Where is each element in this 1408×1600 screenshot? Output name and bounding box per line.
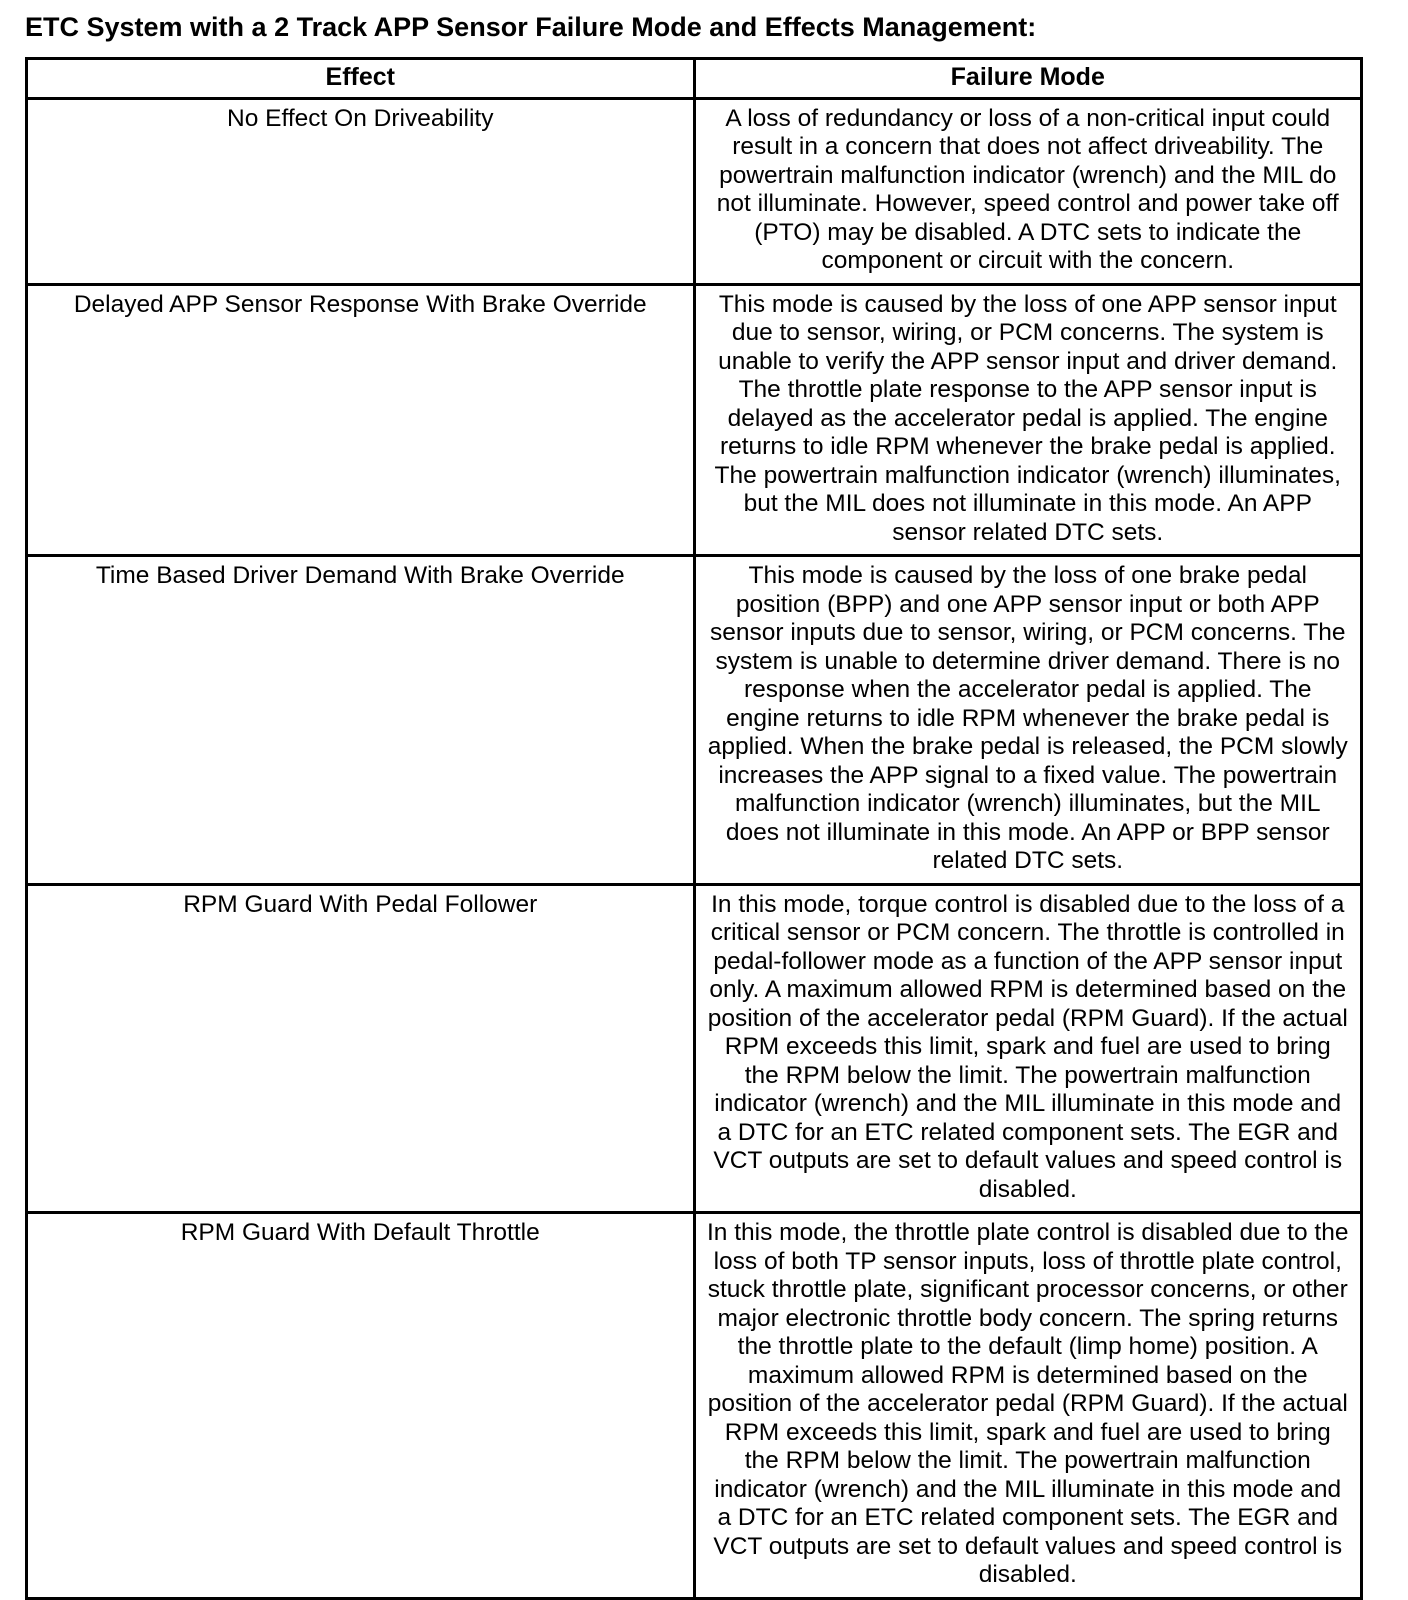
- failure-mode-cell: This mode is caused by the loss of one brake pedal position (BPP) and one APP sensor input or both APP sensor inputs due to sensor, wiring, or PCM concerns. The system is unable to determine driver demand. There is no response when the accelerator pedal is applied. The engine returns to idle RPM whenever the brake pedal is applied. When the brake pedal is released, the PCM slowly increases the APP signal to a fixed value. The powertrain malfunction indicator (wrench) illuminates, but the MIL does not illuminate in this mode. An APP or BPP sensor related DTC sets.: [694, 556, 1362, 885]
- table-header: [27, 59, 1362, 99]
- table-row: [27, 284, 1362, 556]
- fmem-table: [25, 57, 1363, 1600]
- failure-mode-cell: This mode is caused by the loss of one APP sensor input due to sensor, wiring, or PCM concerns. The system is unable to verify the APP sensor input and driver demand. The throttle plate response to the APP sensor input is delayed as the accelerator pedal is applied. The engine returns to idle RPM whenever the brake pedal is applied. The powertrain malfunction indicator (wrench) illuminates, but the MIL does not illuminate in this mode. An APP sensor related DTC sets.: [694, 284, 1362, 556]
- page-title: ETC System with a 2 Track APP Sensor Failure Mode and Effects Management:: [25, 12, 1037, 42]
- effect-cell: RPM Guard With Default Throttle: [27, 1213, 695, 1599]
- column-header-effect: Effect: [27, 59, 695, 99]
- table-row: [27, 1213, 1362, 1599]
- failure-mode-cell: In this mode, torque control is disabled due to the loss of a critical sensor or PCM concern. The throttle is controlled in pedal-follower mode as a function of the APP sensor input only. A maximum allowed RPM is determined based on the position of the accelerator pedal (RPM Guard). If the actual RPM exceeds this limit, spark and fuel are used to bring the RPM below the limit. The powertrain malfunction indicator (wrench) and the MIL illuminate in this mode and a DTC for an ETC related component sets. The EGR and VCT outputs are set to default values and speed control is disabled.: [694, 884, 1362, 1213]
- table-row: [27, 556, 1362, 885]
- table-row: [27, 98, 1362, 284]
- failure-mode-cell: A loss of redundancy or loss of a non-critical input could result in a concern that does not affect driveability. The powertrain malfunction indicator (wrench) and the MIL do not illuminate. However, speed control and power take off (PTO) may be disabled. A DTC sets to indicate the component or circuit with the concern.: [694, 98, 1362, 284]
- header-row: [27, 59, 1362, 99]
- failure-mode-cell: In this mode, the throttle plate control is disabled due to the loss of both TP sensor inputs, loss of throttle plate control, stuck throttle plate, significant processor concerns, or other major electronic throttle body concern. The spring returns the throttle plate to the default (limp home) position. A maximum allowed RPM is determined based on the position of the accelerator pedal (RPM Guard). If the actual RPM exceeds this limit, spark and fuel are used to bring the RPM below the limit. The powertrain malfunction indicator (wrench) and the MIL illuminate in this mode and a DTC for an ETC related component sets. The EGR and VCT outputs are set to default values and speed control is disabled.: [694, 1213, 1362, 1599]
- column-header-failure-mode: Failure Mode: [694, 59, 1362, 99]
- effect-cell: RPM Guard With Pedal Follower: [27, 884, 695, 1213]
- effect-cell: Time Based Driver Demand With Brake Override: [27, 556, 695, 885]
- table-body: [27, 98, 1362, 1598]
- table-row: [27, 884, 1362, 1213]
- effect-cell: Delayed APP Sensor Response With Brake Override: [27, 284, 695, 556]
- effect-cell: No Effect On Driveability: [27, 98, 695, 284]
